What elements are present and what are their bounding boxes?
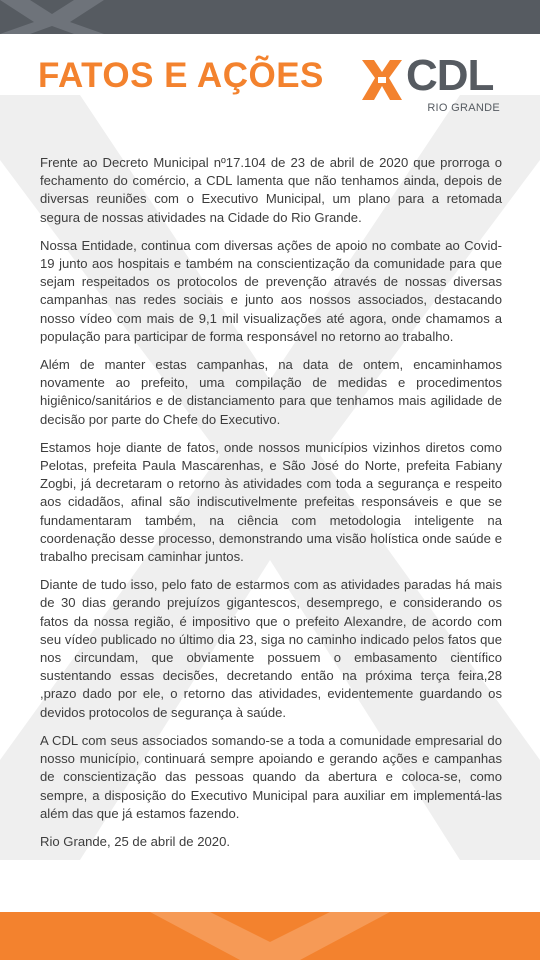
- bottom-bar: [0, 912, 540, 960]
- paragraph-2: Nossa Entidade, continua com diversas ações de apoio no combate ao Covid-19 junto aos hospitais e também na conscientização da comunidade para que sejam respeitados os protocolos de prevenção através de nossas diversas campanhas nas redes sociais e junto aos nossos associados, destacando nosso vídeo com mais de 9,1 mil visualizações até agora, onde chamamos a população para participar de forma responsável no retorno ao trabalho.: [40, 237, 502, 344]
- page-title: FATOS E AÇÕES: [38, 56, 324, 95]
- cdl-x-mark-icon: [362, 60, 402, 100]
- date-line: Rio Grande, 25 de abril de 2020.: [40, 833, 230, 849]
- logo-subtitle: RIO GRANDE: [427, 102, 500, 114]
- paragraph-3: Além de manter estas campanhas, na data de ontem, encaminhamos novamente ao prefeito, uma compilação de medidas e procedimentos higiênico/sanitários e de distanciamento para que tenhamos mais agilidade de decisão por parte do Chefe do Executivo.: [40, 357, 502, 427]
- paragraph-5: Diante de tudo isso, pelo fato de estarmos com as atividades paradas há mais de 30 dias gerando prejuízos gigantescos, desemprego, e considerando os fatos da nossa região, é impositivo que o prefeito Alexandre, de acordo com seu vídeo publicado no último dia 23, siga no caminho indicado pelos fatos que nos circundam, que obviamente possuem o embasamento científico sustentando essas decisões, decretando então na próxima terça feira,28 ,prazo dado por ele, o retorno das atividades, evidentemente guardando os devidos protocolos de segurança à saúde.: [40, 577, 502, 720]
- cdl-logo: [362, 51, 502, 120]
- logo-text: CDL: [406, 51, 494, 100]
- paragraph-6: A CDL com seus associados somando-se a toda a comunidade empresarial do nosso município, continuará sempre apoiando e gerando ações e campanhas de conscientização das pessoas quando da abertura e coloca-se, como sempre, a disposição do Executivo Municipal para auxiliar em implementá-las além das que já estamos fazendo.: [40, 732, 502, 821]
- paragraph-1: Frente ao Decreto Municipal nº17.104 de 23 de abril de 2020 que prorroga o fechamento do comércio, a CDL lamenta que não tenhamos ainda, depois de diversas reuniões com o Executivo Municipal, um plano para a retomada segura de nossas atividades na Cidade do Rio Grande.: [40, 155, 502, 225]
- bottom-bar-x-pattern: [0, 912, 540, 960]
- top-bar: [0, 0, 540, 34]
- paragraph-4: Estamos hoje diante de fatos, onde nossos municípios vizinhos diretos como Pelotas, prefeita Paula Mascarenhas, e São José do Norte, prefeita Fabiany Zogbi, já decretaram o retorno às atividades com toda a segurança e respeito aos cidadãos, afinal são indiscutivelmente prefeitas responsáveis e que se fundamentaram também, na ciência com metodologia inteligente na coordenação desse processo, demonstrando uma visão holística onde saúde e trabalho precisam caminhar juntos.: [40, 439, 502, 565]
- article-body: [40, 154, 502, 861]
- top-bar-x-pattern: [0, 0, 540, 34]
